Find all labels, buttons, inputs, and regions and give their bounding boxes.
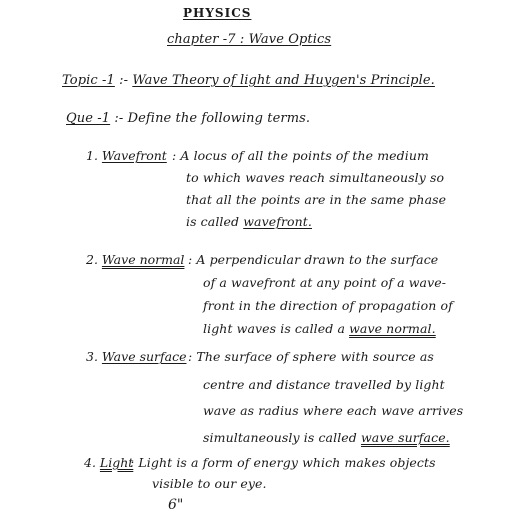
definition-1-line-2: to which waves reach simultaneously so [186, 170, 445, 185]
definition-number: 4. [84, 455, 96, 470]
definition-1-line-3: that all the points are in the same phase [186, 192, 447, 207]
definition-4-line-2: visible to our eye. [152, 476, 267, 491]
definition-1-line-1: : A locus of all the points of the medium [172, 148, 429, 163]
definition-2-ending: wave normal. [349, 321, 436, 336]
topic-heading [62, 73, 435, 88]
definition-2-line-4-text: light waves is called a [203, 321, 346, 336]
definition-2-label [86, 252, 184, 267]
definition-term: Wavefront [101, 148, 167, 163]
definition-3-line-4-text: simultaneously is called [203, 430, 357, 445]
definition-1-ending: wavefront. [243, 214, 313, 229]
definition-3-line-3: wave as radius where each wave arrives [203, 403, 464, 418]
subject-title: PHYSICS [183, 6, 252, 20]
definition-term: Wave normal [101, 252, 185, 267]
question-label: Que -1 [66, 111, 111, 126]
definition-2-line-3: front in the direction of propagation of [203, 298, 453, 313]
definition-4-line-1: : Light is a form of energy which makes objects [130, 455, 436, 470]
definition-1-line-4 [186, 214, 312, 229]
definition-number: 2. [86, 252, 98, 267]
question-text: Define the following terms. [127, 111, 311, 126]
definition-1-line-4-text: is called [186, 214, 240, 229]
definition-3-ending: wave surface. [360, 430, 450, 445]
definition-2-line-2: of a wavefront at any point of a wave- [203, 275, 447, 290]
definition-3-line-1: : The surface of sphere with source as [188, 349, 434, 364]
topic-text: Wave Theory of light and Huygen's Principle. [132, 73, 435, 88]
definition-3-line-4 [203, 430, 450, 445]
definition-3-line-2: centre and distance travelled by light [203, 377, 445, 392]
definition-1-label [86, 148, 167, 163]
topic-separator: :- [119, 73, 129, 88]
definition-2-line-1: : A perpendicular drawn to the surface [188, 252, 439, 267]
question-heading [66, 111, 310, 126]
page-bottom-fragment: 6" [168, 497, 184, 513]
definition-term: Light [99, 455, 134, 470]
definition-4-label [84, 455, 133, 470]
definition-term: Wave surface [101, 349, 187, 364]
definition-number: 1. [86, 148, 98, 163]
chapter-title: chapter -7 : Wave Optics [167, 32, 332, 47]
definition-3-label [86, 349, 187, 364]
question-separator: :- [114, 111, 124, 126]
definition-number: 3. [86, 349, 98, 364]
topic-label: Topic -1 [62, 73, 115, 88]
definition-2-line-4 [203, 321, 436, 336]
